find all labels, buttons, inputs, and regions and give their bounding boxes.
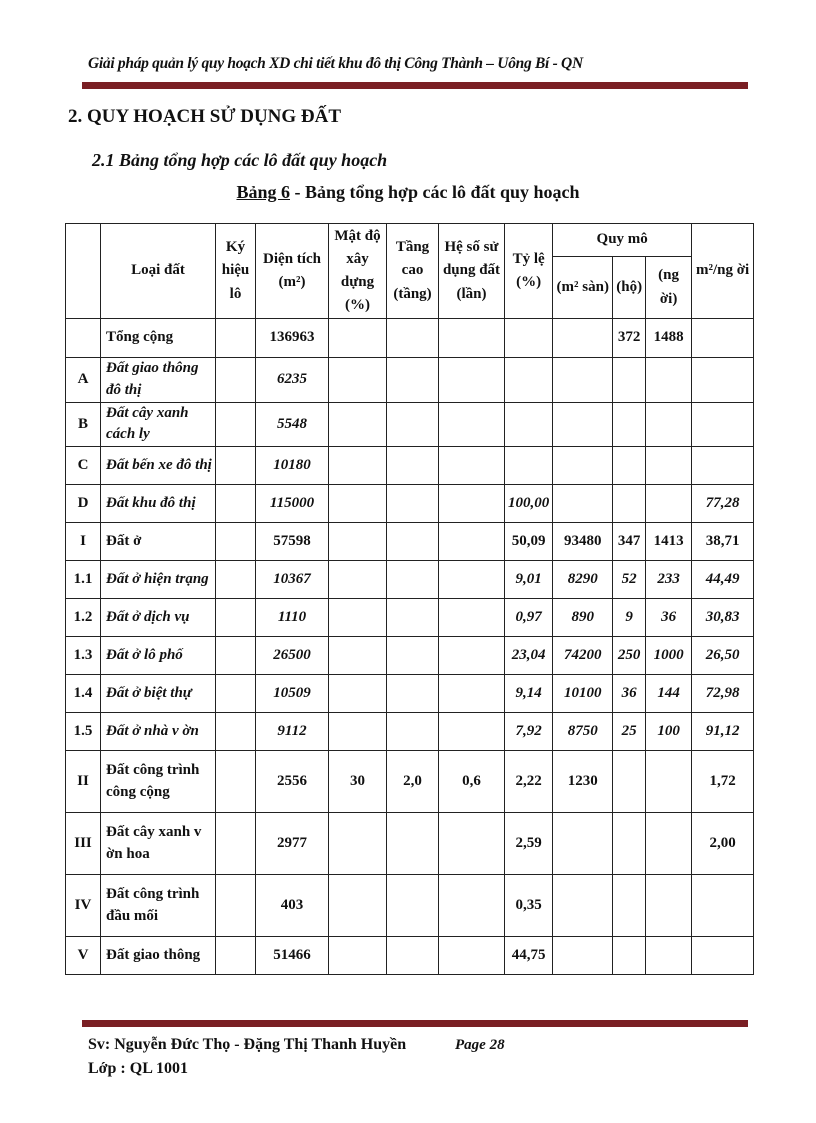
row-m2-per-person: 1,72 xyxy=(692,751,754,813)
row-code: III xyxy=(66,813,101,875)
row-land-type: Đất công trình công cộng xyxy=(101,751,216,813)
row-ratio: 2,59 xyxy=(505,813,553,875)
row-people xyxy=(646,751,692,813)
row-m2-per-person: 77,28 xyxy=(692,485,754,523)
row-density xyxy=(329,402,387,447)
row-floors xyxy=(387,813,439,875)
row-area: 6235 xyxy=(256,358,329,403)
row-people: 36 xyxy=(646,599,692,637)
header-area: Diện tích (m²) xyxy=(256,224,329,319)
row-area: 10509 xyxy=(256,675,329,713)
row-density xyxy=(329,358,387,403)
row-floors xyxy=(387,561,439,599)
row-area: 2977 xyxy=(256,813,329,875)
row-ratio: 7,92 xyxy=(505,713,553,751)
row-floor-area: 8290 xyxy=(553,561,613,599)
row-floors: 2,0 xyxy=(387,751,439,813)
row-floor-area xyxy=(553,358,613,403)
row-far xyxy=(439,358,505,403)
table-row xyxy=(66,358,754,403)
row-density xyxy=(329,447,387,485)
row-density xyxy=(329,875,387,937)
row-people xyxy=(646,937,692,975)
row-land-type: Đất ở dịch vụ xyxy=(101,599,216,637)
row-far xyxy=(439,447,505,485)
row-far xyxy=(439,599,505,637)
header-lot-code: Ký hiệu lô xyxy=(216,224,256,319)
row-code: D xyxy=(66,485,101,523)
row-far xyxy=(439,319,505,358)
row-households xyxy=(613,937,646,975)
row-density: 30 xyxy=(329,751,387,813)
row-land-type: Đất cây xanh v ờn hoa xyxy=(101,813,216,875)
row-area: 26500 xyxy=(256,637,329,675)
row-people xyxy=(646,447,692,485)
row-land-type: Đất cây xanh cách ly xyxy=(101,402,216,447)
row-m2-per-person: 26,50 xyxy=(692,637,754,675)
row-floors xyxy=(387,358,439,403)
row-area: 10180 xyxy=(256,447,329,485)
row-floor-area xyxy=(553,319,613,358)
row-far xyxy=(439,937,505,975)
row-land-type: Đất bến xe đô thị xyxy=(101,447,216,485)
row-lot-code xyxy=(216,599,256,637)
row-area: 403 xyxy=(256,875,329,937)
row-m2-per-person xyxy=(692,319,754,358)
row-m2-per-person: 44,49 xyxy=(692,561,754,599)
row-ratio: 50,09 xyxy=(505,523,553,561)
table-row xyxy=(66,402,754,447)
row-far xyxy=(439,523,505,561)
row-lot-code xyxy=(216,319,256,358)
row-floors xyxy=(387,675,439,713)
row-floor-area: 10100 xyxy=(553,675,613,713)
row-code: II xyxy=(66,751,101,813)
row-people xyxy=(646,813,692,875)
row-lot-code xyxy=(216,523,256,561)
row-lot-code xyxy=(216,447,256,485)
row-people xyxy=(646,358,692,403)
row-area: 9112 xyxy=(256,713,329,751)
row-area: 57598 xyxy=(256,523,329,561)
row-households xyxy=(613,485,646,523)
table-caption xyxy=(0,182,816,203)
row-ratio xyxy=(505,358,553,403)
row-code: B xyxy=(66,402,101,447)
row-floor-area xyxy=(553,875,613,937)
header-ratio: Tỷ lệ (%) xyxy=(505,224,553,319)
row-floors xyxy=(387,599,439,637)
row-households: 9 xyxy=(613,599,646,637)
row-m2-per-person: 72,98 xyxy=(692,675,754,713)
row-density xyxy=(329,637,387,675)
row-floor-area: 93480 xyxy=(553,523,613,561)
row-density xyxy=(329,599,387,637)
row-ratio: 0,35 xyxy=(505,875,553,937)
page-number: Page 28 xyxy=(455,1037,505,1053)
row-land-type: Đất giao thông xyxy=(101,937,216,975)
row-code: I xyxy=(66,523,101,561)
row-ratio xyxy=(505,319,553,358)
row-floors xyxy=(387,319,439,358)
row-lot-code xyxy=(216,813,256,875)
row-code: 1.4 xyxy=(66,675,101,713)
subsection-title: 2.1 Bảng tổng hợp các lô đất quy hoạch xyxy=(92,150,388,170)
row-far xyxy=(439,675,505,713)
row-m2-per-person: 91,12 xyxy=(692,713,754,751)
section-title: 2. QUY HOẠCH SỬ DỤNG ĐẤT xyxy=(68,106,342,127)
row-density xyxy=(329,675,387,713)
row-density xyxy=(329,937,387,975)
row-households: 372 xyxy=(613,319,646,358)
row-floors xyxy=(387,447,439,485)
footer-authors: Sv: Nguyễn Đức Thọ - Đặng Thị Thanh Huyền xyxy=(88,1036,407,1053)
row-land-type: Đất ở biệt thự xyxy=(101,675,216,713)
row-far: 0,6 xyxy=(439,751,505,813)
row-people: 1488 xyxy=(646,319,692,358)
row-area: 1110 xyxy=(256,599,329,637)
row-code: IV xyxy=(66,875,101,937)
row-code: 1.2 xyxy=(66,599,101,637)
row-lot-code xyxy=(216,358,256,403)
row-far xyxy=(439,713,505,751)
row-floors xyxy=(387,875,439,937)
land-use-table xyxy=(65,223,754,975)
row-code: 1.3 xyxy=(66,637,101,675)
row-code xyxy=(66,319,101,358)
row-land-type: Đất ở hiện trạng xyxy=(101,561,216,599)
row-lot-code xyxy=(216,875,256,937)
row-lot-code xyxy=(216,402,256,447)
row-area: 2556 xyxy=(256,751,329,813)
row-m2-per-person xyxy=(692,937,754,975)
row-households xyxy=(613,875,646,937)
row-area: 115000 xyxy=(256,485,329,523)
row-people: 100 xyxy=(646,713,692,751)
row-floors xyxy=(387,713,439,751)
row-households: 25 xyxy=(613,713,646,751)
row-floors xyxy=(387,523,439,561)
table-row xyxy=(66,523,754,561)
header-scale-households: (hộ) xyxy=(613,257,646,319)
row-m2-per-person: 38,71 xyxy=(692,523,754,561)
table-row xyxy=(66,599,754,637)
row-density xyxy=(329,319,387,358)
row-area: 5548 xyxy=(256,402,329,447)
row-far xyxy=(439,875,505,937)
header-scale-people: (ng ời) xyxy=(646,257,692,319)
row-area: 51466 xyxy=(256,937,329,975)
row-land-type: Đất ở nhà v ờn xyxy=(101,713,216,751)
row-ratio: 100,00 xyxy=(505,485,553,523)
footer-class: Lớp : QL 1001 xyxy=(88,1060,188,1077)
header-land-type: Loại đất xyxy=(101,224,216,319)
row-floor-area: 890 xyxy=(553,599,613,637)
row-m2-per-person xyxy=(692,358,754,403)
row-floors xyxy=(387,485,439,523)
row-lot-code xyxy=(216,485,256,523)
row-households: 250 xyxy=(613,637,646,675)
row-ratio: 2,22 xyxy=(505,751,553,813)
row-m2-per-person: 30,83 xyxy=(692,599,754,637)
row-code: V xyxy=(66,937,101,975)
row-lot-code xyxy=(216,713,256,751)
row-floor-area: 8750 xyxy=(553,713,613,751)
footer-divider xyxy=(82,1020,748,1027)
row-far xyxy=(439,402,505,447)
row-code: 1.1 xyxy=(66,561,101,599)
row-density xyxy=(329,713,387,751)
row-density xyxy=(329,485,387,523)
row-m2-per-person xyxy=(692,875,754,937)
row-far xyxy=(439,485,505,523)
row-density xyxy=(329,561,387,599)
table-row xyxy=(66,875,754,937)
row-floor-area xyxy=(553,447,613,485)
table-caption-label: Bảng 6 xyxy=(236,182,290,202)
row-people xyxy=(646,485,692,523)
row-floors xyxy=(387,637,439,675)
table-row xyxy=(66,937,754,975)
table-row xyxy=(66,675,754,713)
row-area: 10367 xyxy=(256,561,329,599)
row-lot-code xyxy=(216,561,256,599)
row-people: 1413 xyxy=(646,523,692,561)
row-floor-area xyxy=(553,485,613,523)
row-households xyxy=(613,358,646,403)
row-lot-code xyxy=(216,937,256,975)
row-households xyxy=(613,751,646,813)
row-land-type: Đất khu đô thị xyxy=(101,485,216,523)
row-floors xyxy=(387,402,439,447)
row-m2-per-person xyxy=(692,402,754,447)
row-lot-code xyxy=(216,675,256,713)
row-m2-per-person: 2,00 xyxy=(692,813,754,875)
row-code: A xyxy=(66,358,101,403)
row-households: 52 xyxy=(613,561,646,599)
row-ratio: 44,75 xyxy=(505,937,553,975)
row-people xyxy=(646,875,692,937)
table-row xyxy=(66,447,754,485)
row-code: C xyxy=(66,447,101,485)
row-land-type: Đất ở lô phố xyxy=(101,637,216,675)
row-far xyxy=(439,637,505,675)
row-land-type: Đất ở xyxy=(101,523,216,561)
row-density xyxy=(329,523,387,561)
row-households: 36 xyxy=(613,675,646,713)
row-land-type: Tổng cộng xyxy=(101,319,216,358)
header-scale: Quy mô xyxy=(553,224,692,257)
row-far xyxy=(439,561,505,599)
row-people: 233 xyxy=(646,561,692,599)
row-floor-area xyxy=(553,813,613,875)
row-code: 1.5 xyxy=(66,713,101,751)
header-scale-floor-area: (m² sàn) xyxy=(553,257,613,319)
row-people: 144 xyxy=(646,675,692,713)
header-density: Mật độ xây dựng (%) xyxy=(329,224,387,319)
row-ratio: 9,14 xyxy=(505,675,553,713)
row-m2-per-person xyxy=(692,447,754,485)
header-floors: Tầng cao (tầng) xyxy=(387,224,439,319)
header-divider xyxy=(82,82,748,89)
table-row xyxy=(66,319,754,358)
row-floor-area: 1230 xyxy=(553,751,613,813)
row-floor-area xyxy=(553,937,613,975)
header-m2-per-person: m²/ng ời xyxy=(692,224,754,319)
table-row xyxy=(66,561,754,599)
row-floor-area xyxy=(553,402,613,447)
row-land-type: Đất công trình đầu mối xyxy=(101,875,216,937)
row-households: 347 xyxy=(613,523,646,561)
header-far: Hệ số sử dụng đất (lần) xyxy=(439,224,505,319)
row-ratio xyxy=(505,447,553,485)
row-households xyxy=(613,402,646,447)
row-ratio: 0,97 xyxy=(505,599,553,637)
row-density xyxy=(329,813,387,875)
table-row xyxy=(66,751,754,813)
header-code xyxy=(66,224,101,319)
row-far xyxy=(439,813,505,875)
row-lot-code xyxy=(216,751,256,813)
row-people: 1000 xyxy=(646,637,692,675)
row-area: 136963 xyxy=(256,319,329,358)
row-ratio: 23,04 xyxy=(505,637,553,675)
table-caption-text: - Bảng tổng hợp các lô đất quy hoạch xyxy=(290,182,580,202)
row-ratio xyxy=(505,402,553,447)
table-row xyxy=(66,485,754,523)
row-households xyxy=(613,447,646,485)
table-row xyxy=(66,713,754,751)
row-floor-area: 74200 xyxy=(553,637,613,675)
row-floors xyxy=(387,937,439,975)
running-header: Giải pháp quản lý quy hoạch XD chi tiết khu đô thị Công Thành – Uông Bí - QN xyxy=(88,55,583,72)
row-lot-code xyxy=(216,637,256,675)
row-people xyxy=(646,402,692,447)
row-land-type: Đất giao thông đô thị xyxy=(101,358,216,403)
row-ratio: 9,01 xyxy=(505,561,553,599)
row-households xyxy=(613,813,646,875)
table-row xyxy=(66,813,754,875)
table-row xyxy=(66,637,754,675)
